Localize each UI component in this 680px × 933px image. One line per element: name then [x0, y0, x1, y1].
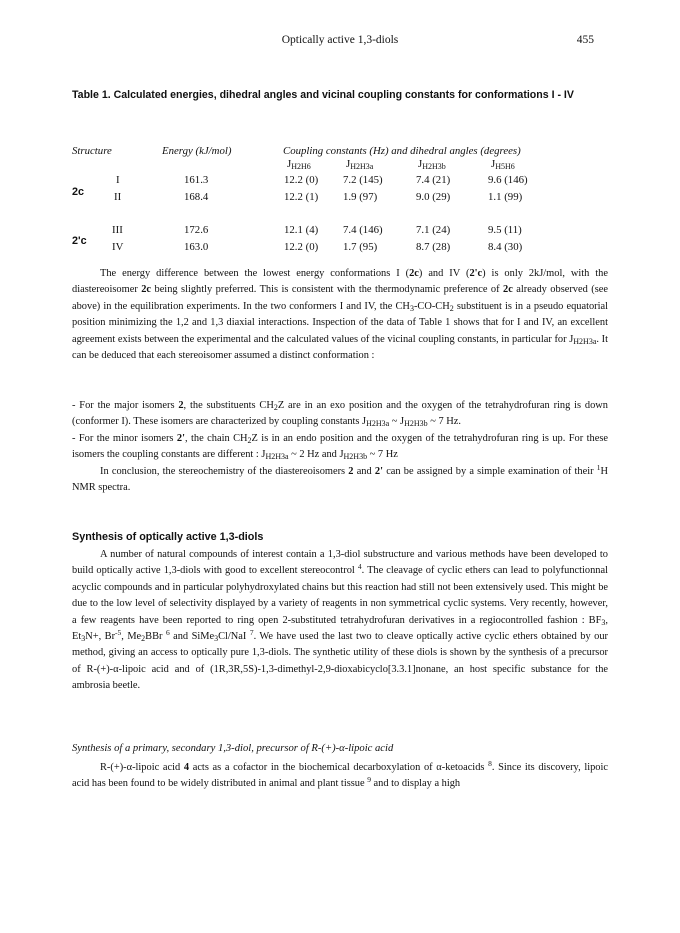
- table-row-conf: I: [116, 174, 120, 186]
- table-row-energy: 163.0: [184, 241, 209, 253]
- lipoic-acid-paragraph: R-(+)-α-lipoic acid 4 acts as a cofactor in the biochemical decarboxylation of α-ketoacids $^8$. Since its discovery, lipoic acid has been found to be widely distributed in animal and plant tissue $^9$ and to display a high: [72, 759, 608, 790]
- table-row-conf: III: [112, 224, 123, 236]
- major-isomer-note: - For the major isomers 2, the substituents CH2Z are in an exo position and the oxygen of the tetrahydrofuran ring is down (conformer I). These isomers are characterized by coupling constants JH2H3a ~ JH2H3b ~ 7 Hz.: [72, 400, 608, 429]
- table-row-energy: 161.3: [184, 174, 209, 186]
- table-cell-j2: 1.7 (95): [343, 241, 378, 253]
- table-cell-j4: 8.4 (30): [488, 241, 523, 253]
- table-cell-j4: 9.6 (146): [488, 174, 528, 186]
- table-cell-j2: 7.2 (145): [343, 174, 383, 186]
- minor-isomer-note: - For the minor isomers 2', the chain CH2Z is in an endo position and the oxygen of the tetrahydrofuran ring is up. For these isomers the coupling constants are different : JH2H3a ~ 2 Hz and JH2H3b ~ 7 Hz: [72, 433, 608, 462]
- table-cell-j4: 1.1 (99): [488, 191, 523, 203]
- col-header-structure: Structure: [72, 145, 112, 157]
- conclusion-paragraph: In conclusion, the stereochemistry of the diastereoisomers 2 and 2' can be assigned by a simple examination of their $^1$H NMR spectra.: [72, 463, 608, 494]
- table-caption: Table 1. Calculated energies, dihedral angles and vicinal coupling constants for conformations I - IV: [72, 89, 574, 101]
- j-header-2: JH2H3a: [346, 158, 374, 171]
- table-cell-j3: 8.7 (28): [416, 241, 451, 253]
- subsection-heading: Synthesis of a primary, secondary 1,3-diol, precursor of R-(+)-α-lipoic acid: [72, 743, 394, 754]
- page-number: 455: [576, 34, 594, 46]
- table-row-energy: 168.4: [184, 191, 209, 203]
- table-cell-j1: 12.2 (1): [284, 191, 319, 203]
- table-cell-j1: 12.2 (0): [284, 174, 319, 186]
- table-cell-j2: 7.4 (146): [343, 224, 383, 236]
- j-header-3: JH2H3b: [418, 158, 446, 171]
- col-header-coupling: Coupling constants (Hz) and dihedral angles (degrees): [283, 145, 521, 157]
- j-header-1: JH2H6: [287, 158, 311, 171]
- table-cell-j3: 7.4 (21): [416, 174, 451, 186]
- col-header-energy: Energy (kJ/mol): [162, 145, 232, 157]
- table-cell-j3: 9.0 (29): [416, 191, 451, 203]
- j-header-4: JH5H6: [491, 158, 515, 171]
- discussion-paragraph: The energy difference between the lowest energy conformations I (2c) and IV (2'c) is only 2kJ/mol, with the diastereoisomer 2c being slightly preferred. This is consistent with the thermodynamic preference of 2c already observed (see above) in the equilibration experiments. In the two conformers I and IV, the CH3-CO-CH2 substituent is in a pseudo equatorial position minimizing the 1,2 and 1,3 diaxial interactions. Inspection of the data of Table 1 shows that for I and IV, an excellent agreement exists between the experimental and the calculated values of the vicinal coupling constants, in particular for JH2H3a. It can be deduced that each stereoisomer assumed a distinct conformation :: [72, 268, 609, 362]
- table-row-energy: 172.6: [184, 224, 209, 236]
- table-row-conf: IV: [112, 241, 124, 253]
- table-cell-j2: 1.9 (97): [343, 191, 378, 203]
- section-heading: Synthesis of optically active 1,3-diols: [72, 531, 264, 543]
- table-cell-j4: 9.5 (11): [488, 224, 522, 236]
- running-title: Optically active 1,3-diols: [281, 34, 399, 46]
- group-label-2prime-c: 2'c: [72, 235, 87, 247]
- table-cell-j1: 12.1 (4): [284, 224, 319, 236]
- group-label-2c: 2c: [72, 186, 85, 198]
- table-cell-j1: 12.2 (0): [284, 241, 319, 253]
- synthesis-paragraph: A number of natural compounds of interest contain a 1,3-diol substructure and various methods have been developed to build optically active 1,3-diols with good to excellent stereocontrol $^4$. The cleavage of cyclic ethers can lead to polyfunctionnal acyclic compounds and in particular polyhydroxylated chains but this reaction had still not been extensively used. This might be due to the low level of selectivity displayed by a variety of reagents in non symmetrical cyclic systems. Very recently, however, a few reagents have been reported to ring open 2-substituted tetrahydrofuran derivatives in a regiocontrolled fashion : BF3, Et3N+, $Br^{-5}$, Me2BBr $^6$ and SiMe3Cl/NaI $^7$. We have used the last two to cleave optically active cyclic ethers obtained by our method, giving an access to optically pure 1,3-diols. The synthetic utility of these diols is shown by the synthesis of a precursor of R-(+)-α-lipoic acid and of (1R,3R,5S)-1,3-dimethyl-2,9-dioxabicyclo[3.3.1]nonane, an host specific substance for the ambrosia beetle.: [72, 549, 608, 692]
- table-row-conf: II: [114, 191, 122, 203]
- table-cell-j3: 7.1 (24): [416, 224, 451, 236]
